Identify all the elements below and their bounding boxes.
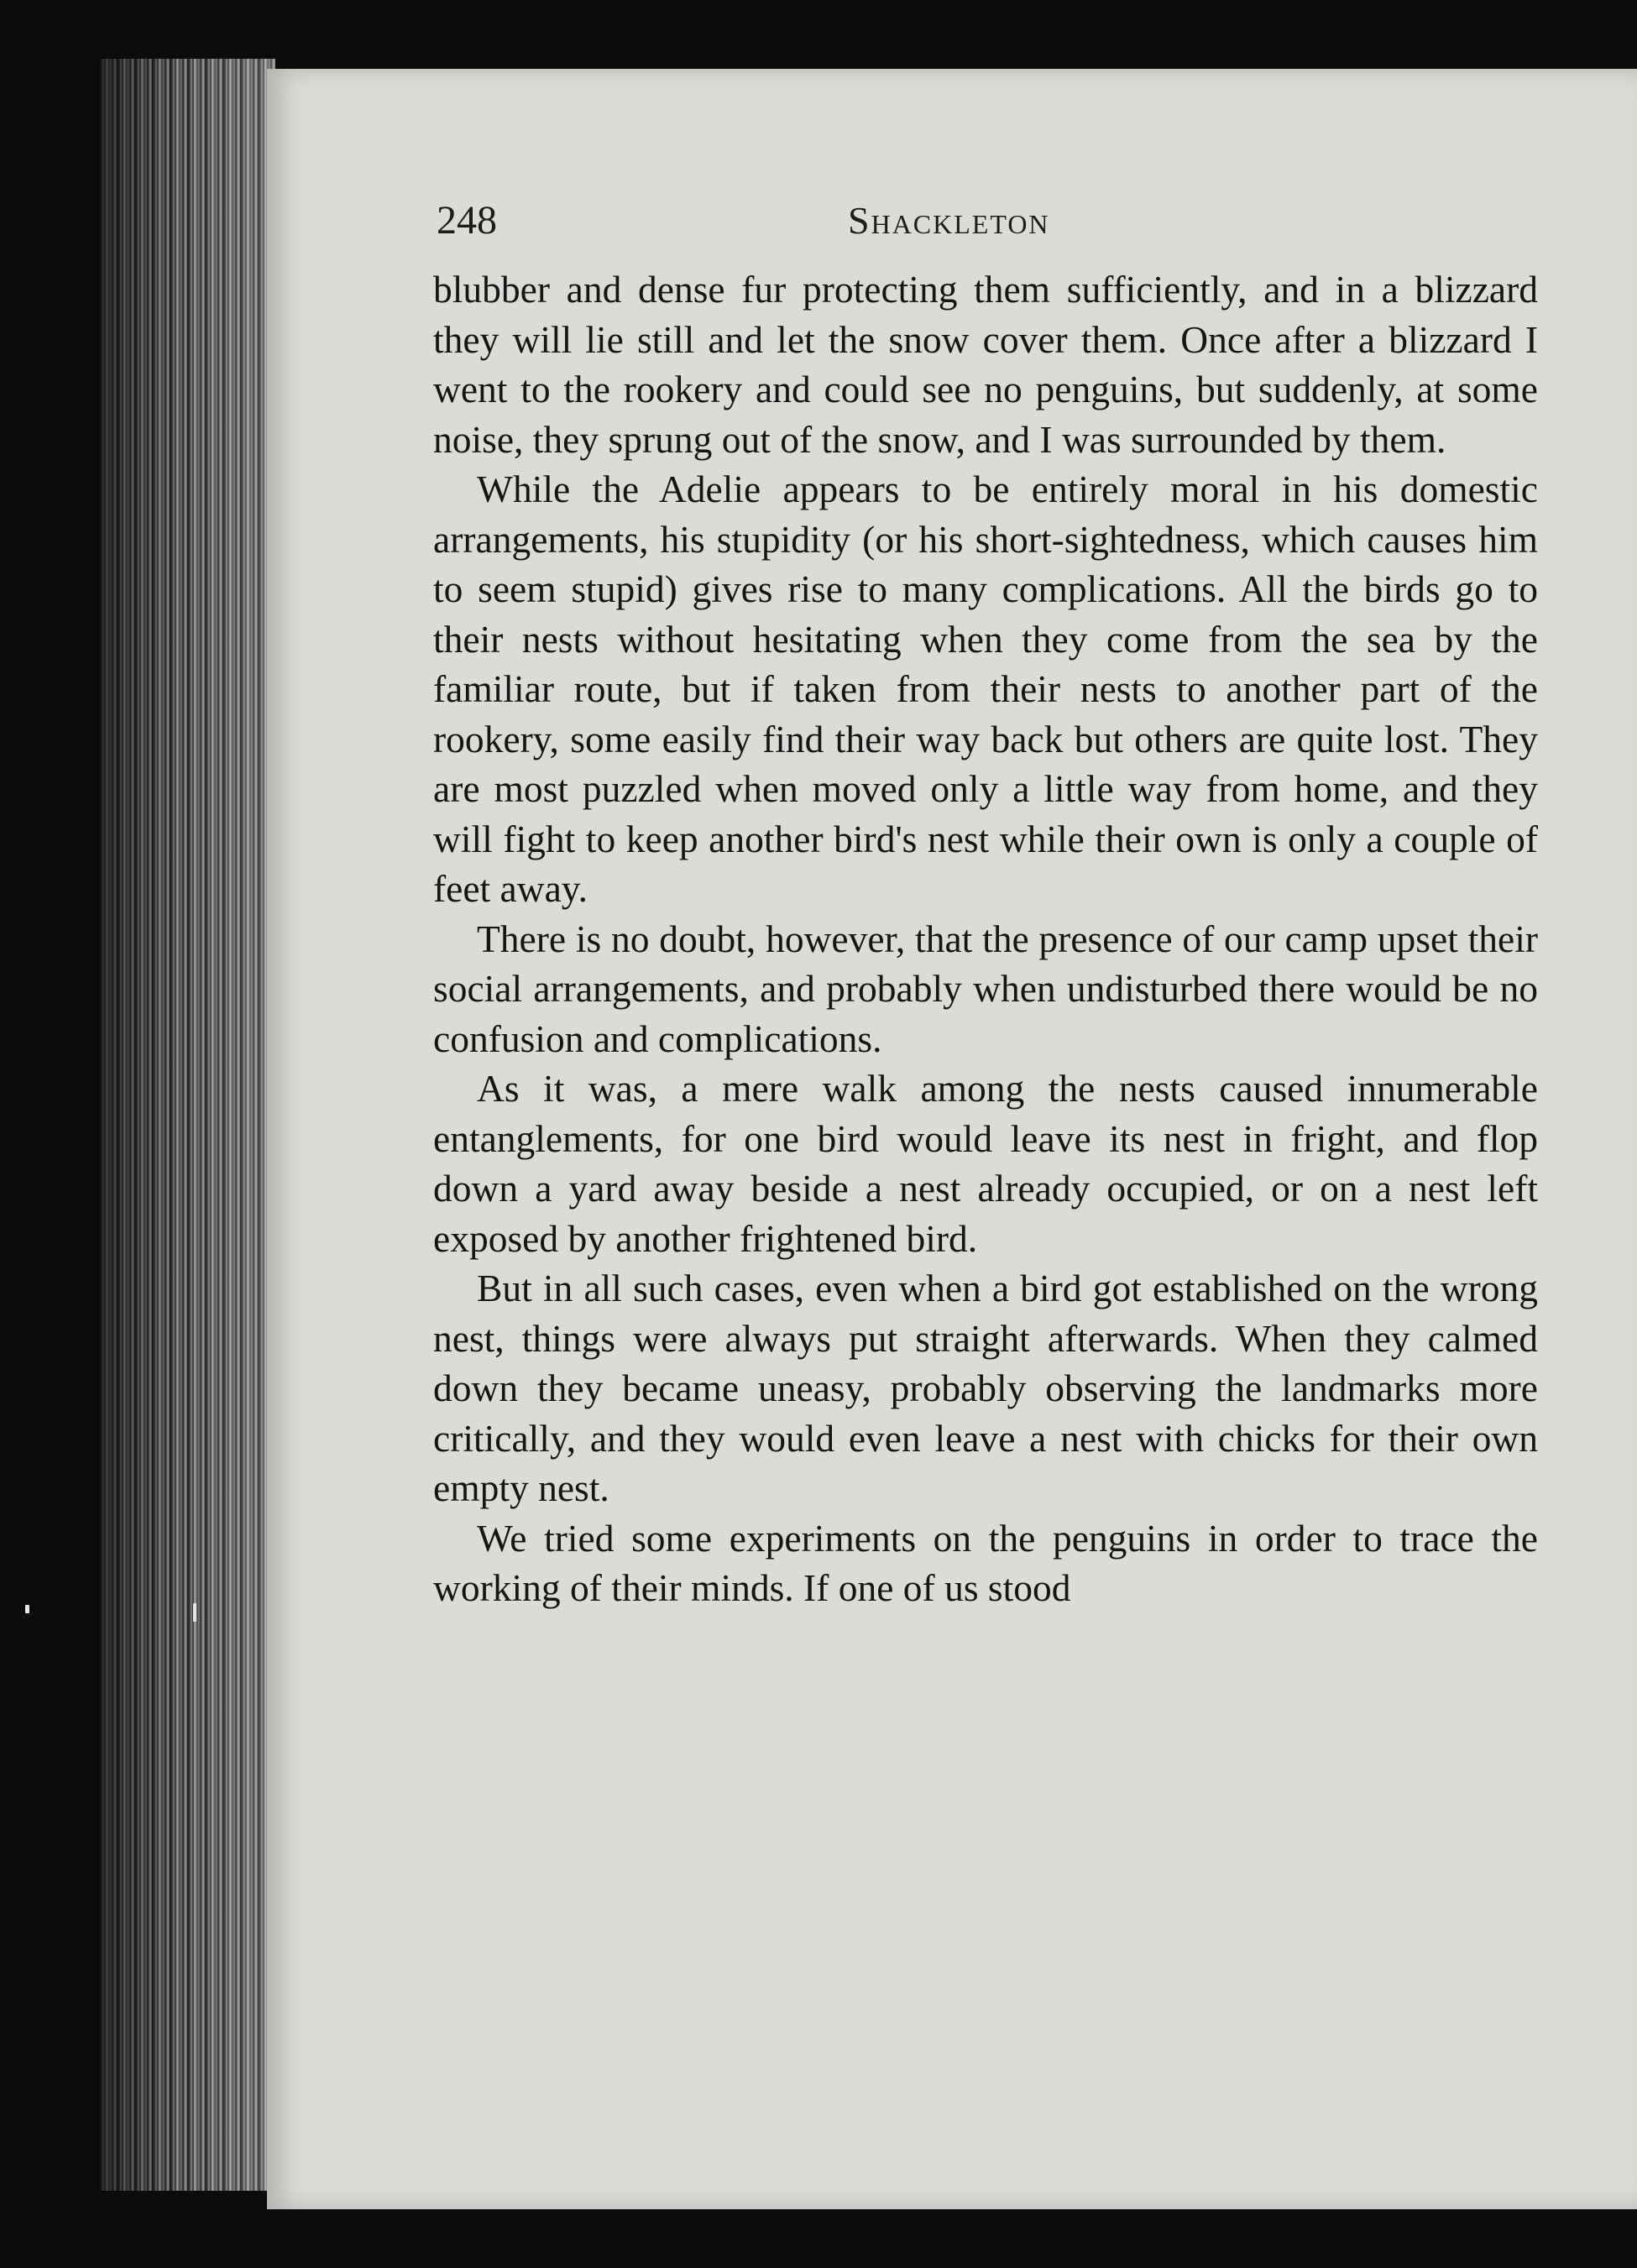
paragraph: There is no doubt, however, that the presence of our camp upset their social arrangements, and probably when undisturbed there would be no confusion and complications. xyxy=(433,917,1538,1060)
paragraph: blubber and dense fur protecting them sufficiently, and in a blizzard they will lie still and let the snow cover them. Once after a blizzard I went to the rookery and could see no penguins, but suddenly, at some noise, they sprung out of the snow, and I was surrounded by them. xyxy=(433,268,1538,461)
book-gutter-shadow xyxy=(99,59,275,2191)
page-number: 248 xyxy=(437,198,497,243)
paragraph: As it was, a mere walk among the nests caused innumerable entanglements, for one bird would leave its nest in fright, and flop down a yard away beside a nest already occupied, or on a nest left exposed by another frightened bird. xyxy=(433,1067,1538,1260)
running-title: Shackleton xyxy=(848,199,1050,242)
body-text xyxy=(433,264,1538,1613)
paragraph: We tried some experiments on the penguins in order to trace the working of their minds. If one of us stood xyxy=(433,1516,1538,1609)
paragraph: But in all such cases, even when a bird got established on the wrong nest, things were always put straight afterwards. When they calmed down they became uneasy, probably observing the landmarks more critically, and they would even leave a nest with chicks for their own empty nest. xyxy=(433,1267,1538,1509)
paragraph: While the Adelie appears to be entirely moral in his domestic arrangements, his stupidity (or his short-sightedness, which causes him to seem stupid) gives rise to many complications. All the birds go to their nests without hesitating when they come from the sea by the familiar route, but if taken from their nests to another part of the rookery, some easily find their way back but others are quite lost. They are most puzzled when moved only a little way from home, and they will fight to keep another bird's nest while their own is only a couple of feet away. xyxy=(433,468,1538,910)
scan-speck xyxy=(193,1603,196,1622)
running-head xyxy=(437,191,1536,250)
scan-speck xyxy=(25,1605,29,1613)
